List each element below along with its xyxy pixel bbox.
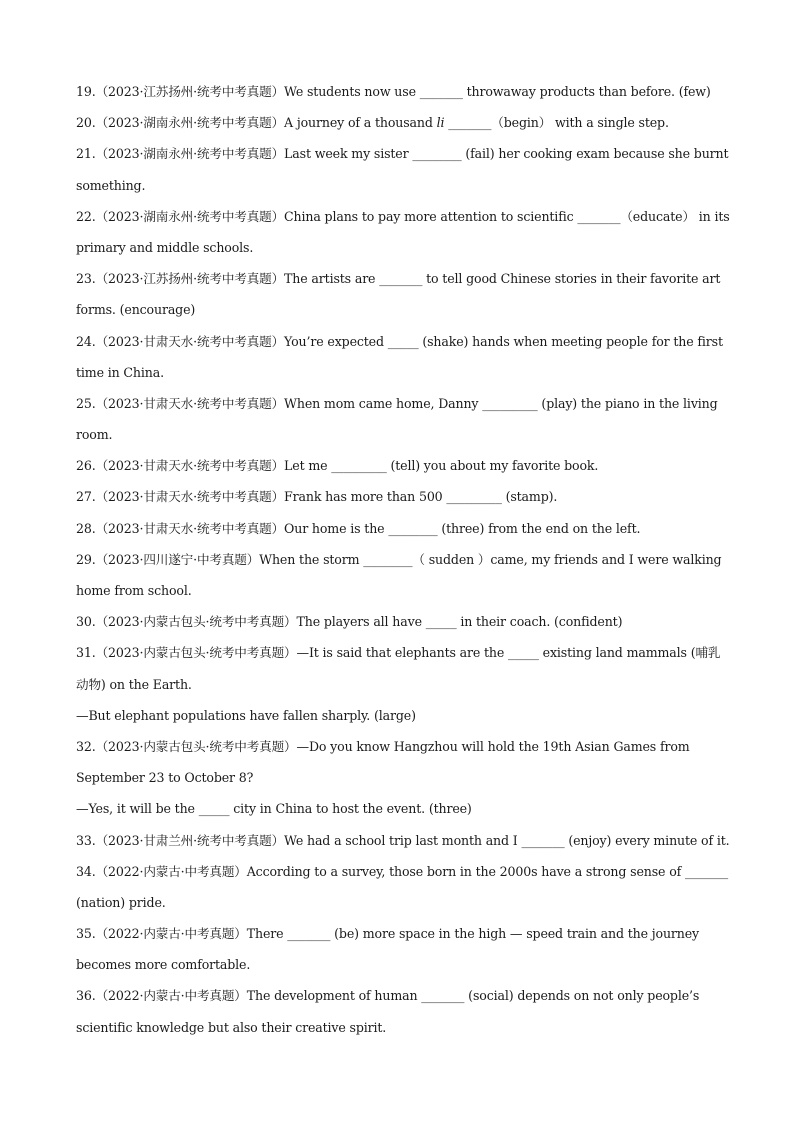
question-32-reply: —Yes, it will be the _____ city in China to host the event. (three) [76,801,472,817]
question-24-continuation: time in China. [76,364,164,380]
question-35-continuation: becomes more comfortable. [76,957,251,973]
question-30: 30.（2023·内蒙古包头·统考中考真题）The players all have _____ in their coach. (confident) [76,614,623,630]
italic-li: li [436,115,445,131]
question-25-continuation: room. [76,427,113,443]
question-20: 20.（2023·湖南永州·统考中考真题）A journey of a thousand li _______（begin） with a single step. [76,115,669,131]
question-21: 21.（2023·湖南永州·统考中考真题）Last week my sister ________ (fail) her cooking exam because she burnt [76,146,729,162]
document-page [76,76,730,1043]
question-32: 32.（2023·内蒙古包头·统考中考真题）—Do you know Hangzhou will hold the 19th Asian Games from [76,738,690,754]
question-34-continuation: (nation) pride. [76,894,166,910]
question-29-continuation: home from school. [76,583,192,598]
question-22-continuation: primary and middle schools. [76,239,254,255]
question-31: 31.（2023·内蒙古包头·统考中考真题）—It is said that elephants are the _____ existing land mammals (哺乳 [76,645,721,661]
question-25: 25.（2023·甘肃天水·统考中考真题）When mom came home, Danny _________ (play) the piano in the living [76,395,718,411]
question-23: 23.（2023·江苏扬州·统考中考真题）The artists are _______ to tell good Chinese stories in their favorite art [76,271,721,287]
question-32-continuation: September 23 to October 8? [76,770,254,786]
question-22: 22.（2023·湖南永州·统考中考真题）China plans to pay more attention to scientific _______（educate） in its [76,208,730,224]
question-29: 29.（2023·四川遂宁·中考真题）When the storm ________（ sudden ）came, my friends and I were walking [76,551,722,567]
question-33: 33.（2023·甘肃兰州·统考中考真题）We had a school trip last month and I _______ (enjoy) every minute of it. [76,832,730,848]
question-23-continuation: forms. (encourage) [76,302,196,318]
question-19: 19.（2023·江苏扬州·统考中考真题）We students now use _______ throwaway products than before. (few) [76,84,711,99]
question-36-continuation: scientific knowledge but also their creative spirit. [76,1019,387,1035]
question-36: 36.（2022·内蒙古·中考真题）The development of human _______ (social) depends on not only people’s [76,988,700,1004]
question-31-reply: —But elephant populations have fallen sharply. (large) [76,707,416,723]
question-21-continuation: something. [76,177,146,193]
question-35: 35.（2022·内蒙古·中考真题）There _______ (be) more space in the high — speed train and the journey [76,926,700,942]
question-24: 24.（2023·甘肃天水·统考中考真题）You’re expected _____ (shake) hands when meeting people for the first [76,333,723,349]
question-28: 28.（2023·甘肃天水·统考中考真题）Our home is the ________ (three) from the end on the left. [76,520,641,536]
question-26: 26.（2023·甘肃天水·统考中考真题）Let me _________ (tell) you about my favorite book. [76,458,599,474]
question-34: 34.（2022·内蒙古·中考真题）According to a survey, those born in the 2000s have a strong sense of _______ [76,863,729,879]
question-31-continuation: 动物) on the Earth. [76,676,192,692]
question-27: 27.（2023·甘肃天水·统考中考真题）Frank has more than 500 _________ (stamp). [76,489,558,505]
